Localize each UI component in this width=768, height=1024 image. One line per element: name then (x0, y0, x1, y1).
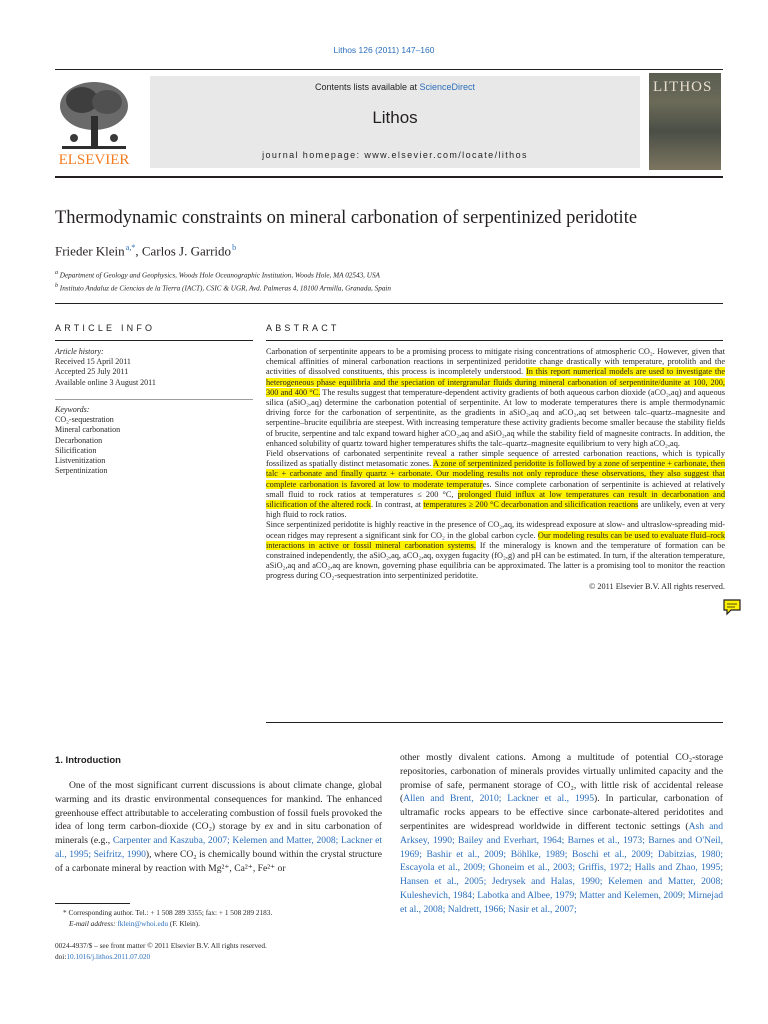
keyword: Decarbonation (55, 435, 103, 445)
copyright-notice: © 2011 Elsevier B.V. All rights reserved. (588, 581, 725, 591)
sciencedirect-link[interactable]: ScienceDirect (419, 82, 476, 92)
publisher-wordmark: ELSEVIER (58, 152, 130, 168)
abstract-rule (266, 340, 723, 341)
highlighted-text[interactable]: A zone of serpentinized peridotite is followed by a zone of serpentine + carbonate, then talc + carbonate and finally quartz + carbonate. Our modeling results not only reproduce these observations, they also suggest that complete carbonation is favored at low to moderate temperatur (266, 459, 725, 489)
doi-link[interactable]: 10.1016/j.lithos.2011.07.020 (66, 952, 151, 961)
info-divider (55, 399, 253, 400)
elsevier-logo (52, 76, 136, 168)
article-history: Article history: Received 15 April 2011 Accepted 25 July 2011 Available online 3 August 2011 (55, 347, 156, 387)
author-affiliation-link[interactable]: a,* (125, 243, 136, 252)
contents-line: Contents lists available at ScienceDirect (314, 82, 476, 92)
corresponding-author-footnote: * Corresponding author. Tel.: + 1 508 289 3355; fax: + 1 508 289 2183. E-mail address: fklein@whoi.edu (F. Klein). (63, 908, 273, 928)
email-link[interactable]: fklein@whoi.edu (117, 919, 169, 928)
abstract-text (266, 347, 725, 592)
section-heading: 1. Introduction (55, 755, 121, 766)
highlighted-text[interactable]: In this report numerical models are used to investigate the heterogeneous phase equilibria and the speciation of intergranular fluids during mineral carbonation of serpentinite/dunite at 100, 200, 300 and 400 °C. (266, 367, 726, 397)
article-title: Thermodynamic constraints on mineral carbonation of serpentinized peridotite (55, 208, 638, 228)
keywords: Keywords: CO₂-sequestration Mineral carbonation Decarbonation Silicification Listvenitization Serpentinization (55, 405, 121, 476)
section-rule (55, 303, 723, 304)
author-name: Carlos J. Garrido (141, 243, 232, 259)
citation-link[interactable]: Carpenter and Kaszuba, 2007; Kelemen and Matter, 2008; Lackner et al., 1995; Seifritz, 1990 (55, 835, 382, 860)
keyword: Mineral carbonation (55, 425, 121, 435)
abstract-bottom-rule (266, 722, 723, 723)
cover-title: LITHOS (653, 79, 713, 95)
highlighted-text[interactable]: Our modeling results can be used to evaluate fluid–rock interactions in active or fossil mineral carbonation systems. (266, 530, 725, 550)
author-affiliation-link[interactable]: b (232, 243, 237, 252)
header-rule (55, 176, 723, 178)
abstract-paragraph: Carbonation of serpentinite appears to be a promising process to mitigate rising concentrations of atmospheric CO₂. However, given that chemical affinities of mineral carbonation reactions in serpentinized peridotite change drastically with temperature, protolith and the activities of dissolved constituents, this process is incompletely understood. In this report numerical models are used to investigate the heterogeneous phase equilibria and the speciation of intergranular fluids during mineral carbonation of serpentinite/dunite at 100, 200, 300 and 400 °C. The results suggest that temperature-dependent activity gradients of both aqueous carbon dioxide (aCO₂,aq) and aqueous silica (aSiO₂,aq) determine the carbonation potential of serpentinite. At low to moderate temperatures there is ample thermodynamic driving force for the carbonation of serpentinite, as the gradients in aSiO₂,aq and aCO₂,aq set between talc–quartz–magnesite and serpentine–brucite equilibria are steepest. With increasing temperature these activity gradients become smaller because the stability fields of brucite, serpentine and talc expand toward higher aCO₂,aq and aSiO₂,aq while the stability field of magnesite contracts. In addition, the enhanced solubility of quartz toward higher temperatures shifts the talc–quartz–magnesite equilibrium to very high aCO₂,aq. (266, 347, 726, 448)
abstract-heading: ABSTRACT (266, 323, 340, 333)
journal-cover-image (649, 73, 721, 170)
keyword: CO₂-sequestration (55, 415, 114, 425)
journal-homepage[interactable]: journal homepage: www.elsevier.com/locate/lithos (262, 150, 528, 160)
article-info-rule (55, 340, 253, 341)
citation-link[interactable]: Ash and Arksey, 1990; Bailey and Everhart, 1964; Barnes et al., 1973; Barnes and O'Neil, 1969; Bashir et al., 2009; Böhlke, 1989; Boschi et al., 2009; Dabitzias, 1980; Escayola et al., 2009; Ghoneim et al., 2003; Griffis, 1972; Halls and Zhao, 1995; Hansen et al., 2005; Jedrysek and Halas, 1990; Kelemen and Matter, 2008; Kuleshevich, 1984; Labotka and Albee, 1979; Matter and Kelemen, 2009; Mirnejad et al., 2008; Naldrett, 1966; Nasir et al., 2007; (400, 820, 723, 915)
top-rule (55, 69, 723, 70)
highlighted-text[interactable]: temperatures ≥ 200 °C decarbonation and silicification reactions (423, 500, 639, 510)
journal-name: Lithos (372, 108, 418, 127)
body-column-left: One of the most significant current discussions is about climate change, global warming and its drastic environmental consequences for mankind. The enhanced greenhouse effect attributable to accelerating combustion of fossil fuels provoked the idea of long term carbon-dioxide (CO₂) storage by ex and in situ carbonation of minerals (e.g., Carpenter and Kaszuba, 2007; Kelemen and Matter, 2008; Lackner et al., 1995; Seifritz, 1990), where CO₂ is chemically bound within the crystal structure of a carbonate mineral by reaction with Mg²⁺, Ca²⁺, Fe²⁺ or (55, 780, 383, 874)
keyword: Silicification (55, 445, 97, 455)
citation-link[interactable]: Allen and Brent, 2010; Lackner et al., 1995 (403, 793, 595, 805)
article-info-heading: ARTICLE INFO (55, 323, 156, 333)
journal-banner (150, 76, 640, 168)
abstract-paragraph: Field observations of carbonated serpentinite reveal a rather simple sequence of arrested carbonation reactions, which is typically fossilized as spatially distinct metasomatic zones. A zone of serpentinized peridotite is followed by a zone of serpentine + carbonate, then talc + carbonate and finally quartz + carbonate. Our modeling results not only reproduce these observations, they also suggest that complete carbonation is favored at low to moderate temperatures. Since complete carbonation of serpentinite is achieved at relatively small fluid to rock ratios at temperatures ≤ 200 °C, prolonged fluid influx at low temperatures can result in decarbonation and silicification of the altered rock. In contrast, at temperatures ≥ 200 °C decarbonation and silicification reactions are unlikely, even at very high fluid to rock ratios. (266, 449, 725, 520)
journal-reference-link[interactable]: Lithos 126 (2011) 147–160 (333, 45, 435, 55)
keyword: Listvenitization (55, 456, 106, 466)
footnote-rule (55, 903, 130, 904)
page-footer: 0024-4937/$ – see front matter © 2011 Elsevier B.V. All rights reserved. doi:10.1016/j.lithos.2011.07.020 (55, 941, 267, 961)
affiliations: $^a$ Department of Geology and Geophysics, Woods Hole Oceanographic Institution, Woods Hole, MA 02543, USA $^b$ Instituto Andaluz de Ciencias de la Tierra (IACT), CSIC & UGR, Avd. Palmeras 4, 18100 Armilla, Granada, Spain (55, 270, 392, 293)
abstract-paragraph: Since serpentinized peridotite is highly reactive in the presence of CO₂,aq, its widespread exposure at slow- and ultraslow-spreading mid-ocean ridges may represent a significant sink for CO₂ in the global carbon cycle. Our modeling results can be used to evaluate fluid–rock interactions in active or fossil mineral carbonation systems. If the mineralogy is known and the temperature of formation can be constrained independently, the aSiO₂,aq, aCO₂,aq, oxygen fugacity (fO₂,g) and pH can be estimated. In turn, if the alteration temperature, aSiO₂,aq and aCO₂,aq are known, governing phase equilibria can be approximated. The latter is a promising tool to monitor the reaction progress during CO₂-sequestration into serpentinized peridotite. (266, 520, 725, 581)
author-name: Frieder Klein (55, 243, 125, 259)
highlighted-text[interactable]: prolonged fluid influx at low temperatures can result in decarbonation and silicification of the altered rock (266, 489, 725, 510)
keyword: Serpentinization (55, 466, 108, 476)
body-column-right: other mostly divalent cations. Among a multitude of potential CO₂-storage repositories, carbonation of minerals provides virtually unlimited capacity and the promise of safe, permanent storage of CO₂, with little risk of accidental release (Allen and Brent, 2010; Lackner et al., 1995). In particular, carbonation of ultramafic rocks appears to be effective since carbonate-altered peridotites and serpentinites are widespread worldwide in different tectonic settings (Ash and Arksey, 1990; Bailey and Everhart, 1964; Barnes et al., 1973; Barnes and O'Neil, 1969; Bashir et al., 2009; Böhlke, 1989; Boschi et al., 2009; Dabitzias, 1980; Escayola et al., 2009; Ghoneim et al., 2003; Griffis, 1972; Halls and Zhao, 1995; Hansen et al., 2005; Jedrysek and Halas, 1990; Kelemen and Matter, 2008; Kuleshevich, 1984; Labotka and Albee, 1979; Matter and Kelemen, 2009; Mirnejad et al., 2008; Naldrett, 1966; Nasir et al., 2007; (400, 752, 723, 915)
comment-icon[interactable] (722, 597, 742, 617)
author-list: Frieder Klein $^{a,*}$, Carlos J. Garrido $^b$ (55, 243, 237, 259)
